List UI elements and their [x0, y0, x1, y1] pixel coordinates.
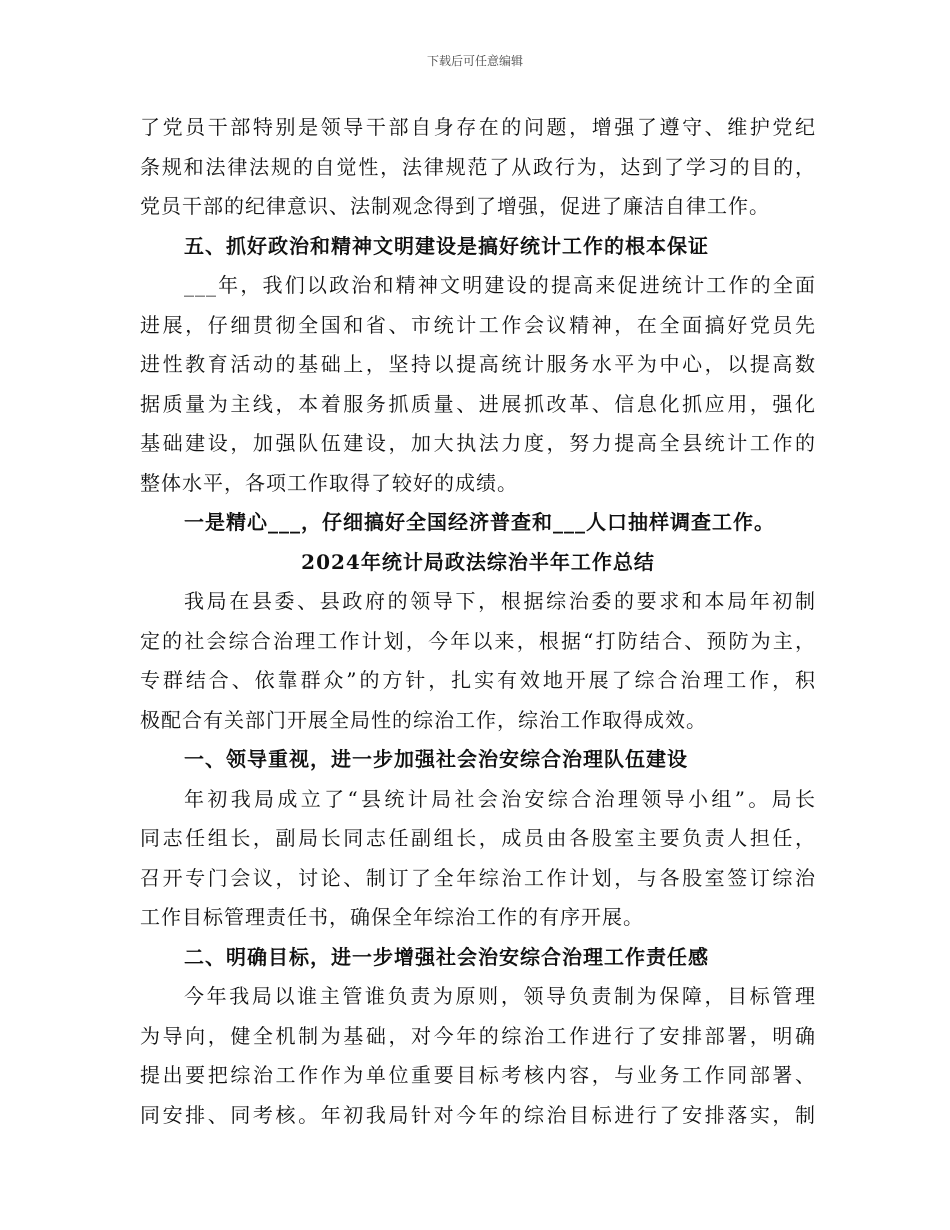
paragraph-line: 基础建设，加强队伍建设，加大执法力度，努力提高全县统计工作的	[140, 431, 816, 455]
section-heading: 二、明确目标，进一步增强社会治安综合治理工作责任感	[184, 944, 709, 969]
paragraph-line: 召开专门会议，讨论、制订了全年综治工作计划，与各股室签订综治	[140, 865, 816, 890]
paragraph-line: 我局在县委、县政府的领导下，根据综治委的要求和本局年初制	[184, 589, 816, 613]
paragraph-line: 整体水平，各项工作取得了较好的成绩。	[140, 470, 518, 495]
paragraph-line: 工作目标管理责任书，确保全年综治工作的有序开展。	[140, 905, 644, 929]
page-header-note: 下载后可任意编辑	[426, 54, 523, 68]
document-title: 2024年统计局政法综治半年工作总结	[301, 549, 655, 574]
paragraph-line: 年初我局成立了“县统计局社会治安综合治理领导小组”。局长	[184, 786, 816, 811]
section-heading: 五、抓好政治和精神文明建设是搞好统计工作的根本保证	[184, 233, 709, 258]
paragraph-line: 进性教育活动的基础上，坚持以提高统计服务水平为中心，以提高数	[140, 352, 816, 376]
paragraph-line: 为导向，健全机制为基础，对今年的综治工作进行了安排部署，明确	[140, 1023, 816, 1048]
document-body	[140, 108, 816, 1135]
paragraph-line: 条规和法律法规的自觉性，法律规范了从政行为，达到了学习的目的，	[140, 154, 816, 179]
paragraph-line: 定的社会综合治理工作计划，今年以来，根据“打防结合、预防为主，	[140, 628, 816, 653]
paragraph-line: 同安排、同考核。年初我局针对今年的综治目标进行了安排落实，制	[140, 1102, 816, 1127]
paragraph-line: 据质量为主线，本着服务抓质量、进展抓改革、信息化抓应用，强化	[140, 391, 816, 416]
paragraph-line: 进展，仔细贯彻全国和省、市统计工作会议精神，在全面搞好党员先	[140, 312, 816, 337]
paragraph-line: 党员干部的纪律意识、法制观念得到了增强，促进了廉洁自律工作。	[140, 194, 770, 218]
paragraph-line: 了党员干部特别是领导干部自身存在的问题，增强了遵守、维护党纪	[140, 115, 816, 139]
paragraph-line: 同志任组长，副局长同志任副组长，成员由各股室主要负责人担任，	[140, 826, 816, 850]
section-heading: 一、领导重视，进一步加强社会治安综合治理队伍建设	[184, 747, 688, 771]
paragraph-line: 专群结合、依靠群众”的方针，扎实有效地开展了综合治理工作，积	[140, 668, 816, 692]
paragraph-line: ___年，我们以政治和精神文明建设的提高来促进统计工作的全面	[184, 273, 816, 297]
section-heading: 一是精心___，仔细搞好全国经济普查和___人口抽样调查工作。	[184, 510, 775, 534]
paragraph-line: 今年我局以谁主管谁负责为原则，领导负责制为保障，目标管理	[184, 984, 816, 1008]
paragraph-line: 提出要把综治工作作为单位重要目标考核内容，与业务工作同部署、	[140, 1063, 816, 1087]
paragraph-line: 极配合有关部门开展全局性的综治工作，综治工作取得成效。	[140, 707, 707, 732]
